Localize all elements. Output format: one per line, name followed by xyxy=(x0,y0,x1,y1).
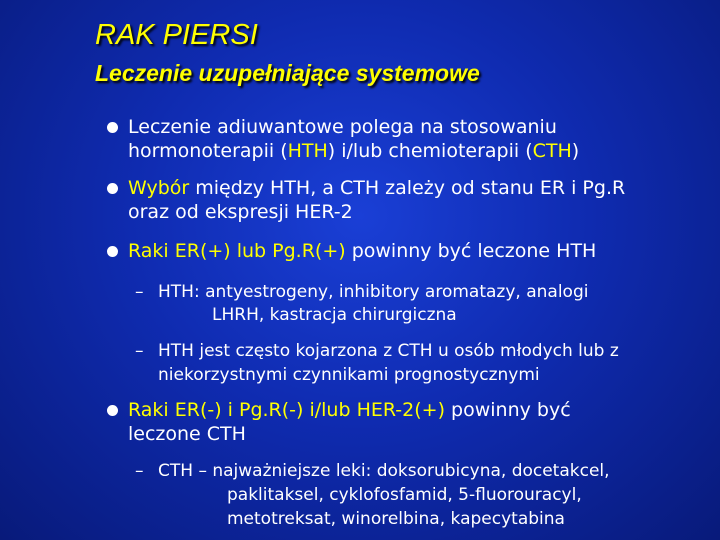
bullet-2-text: między HTH, a CTH zależy od stanu ER i Pg.R xyxy=(189,177,626,199)
bullet-dot xyxy=(107,183,118,194)
bullet-4-text: powinny być xyxy=(445,399,571,421)
bullet-3-line-1 xyxy=(128,239,596,263)
sub-bullet-3-2-line-1: HTH jest często kojarzona z CTH u osób młodych lub z xyxy=(158,341,619,361)
bullet-3-highlight: Raki ER(+) lub Pg.R(+) xyxy=(128,240,346,262)
bullet-1-highlight: HTH xyxy=(287,140,328,162)
sub-bullet-4-1-line-2: paklitaksel, cyklofosfamid, 5-fluorouracyl, xyxy=(227,485,582,505)
sub-bullet-3-1-line-2: LHRH, kastracja chirurgiczna xyxy=(212,305,457,325)
sub-bullet-4-1-line-1: CTH – najważniejsze leki: doksorubicyna, docetakcel, xyxy=(158,461,610,481)
bullet-2-text: oraz od ekspresji HER-2 xyxy=(128,201,353,223)
sub-bullet-3-1-line-1: HTH: antyestrogeny, inhibitory aromatazy, analogi xyxy=(158,282,589,302)
sub-bullet-dash: – xyxy=(135,461,144,481)
bullet-2-line-2 xyxy=(128,200,353,224)
sub-bullet-4-1-line-3: metotreksat, winorelbina, kapecytabina xyxy=(227,509,565,529)
bullet-dot xyxy=(107,405,118,416)
bullet-dot xyxy=(107,122,118,133)
bullet-2-highlight: Wybór xyxy=(128,177,190,199)
bullet-1-line-2 xyxy=(128,139,579,163)
bullet-4-highlight: Raki ER(-) i Pg.R(-) i/lub HER-2(+) xyxy=(128,399,445,421)
bullet-4-line-1 xyxy=(128,398,571,422)
bullet-4-text: leczone CTH xyxy=(128,423,246,445)
bullet-1-highlight: CTH xyxy=(532,140,572,162)
slide-subtitle: Leczenie uzupełniające systemowe xyxy=(95,60,480,86)
slide-title: RAK PIERSI xyxy=(95,19,258,51)
sub-bullet-dash: – xyxy=(135,282,144,302)
bullet-1-text: Leczenie adiuwantowe polega na stosowaniu xyxy=(128,116,557,138)
bullet-2-line-1 xyxy=(128,176,625,200)
sub-bullet-dash: – xyxy=(135,341,144,361)
bullet-4-line-2 xyxy=(128,422,246,446)
bullet-1-line-1 xyxy=(128,115,557,139)
bullet-1-text: ) i/lub chemioterapii ( xyxy=(327,140,533,162)
bullet-3-text: powinny być leczone HTH xyxy=(345,240,597,262)
bullet-1-text: hormonoterapii ( xyxy=(128,140,288,162)
bullet-1-text: ) xyxy=(571,140,580,162)
sub-bullet-3-2-line-2: niekorzystnymi czynnikami prognostycznymi xyxy=(158,365,540,385)
bullet-dot xyxy=(107,246,118,257)
